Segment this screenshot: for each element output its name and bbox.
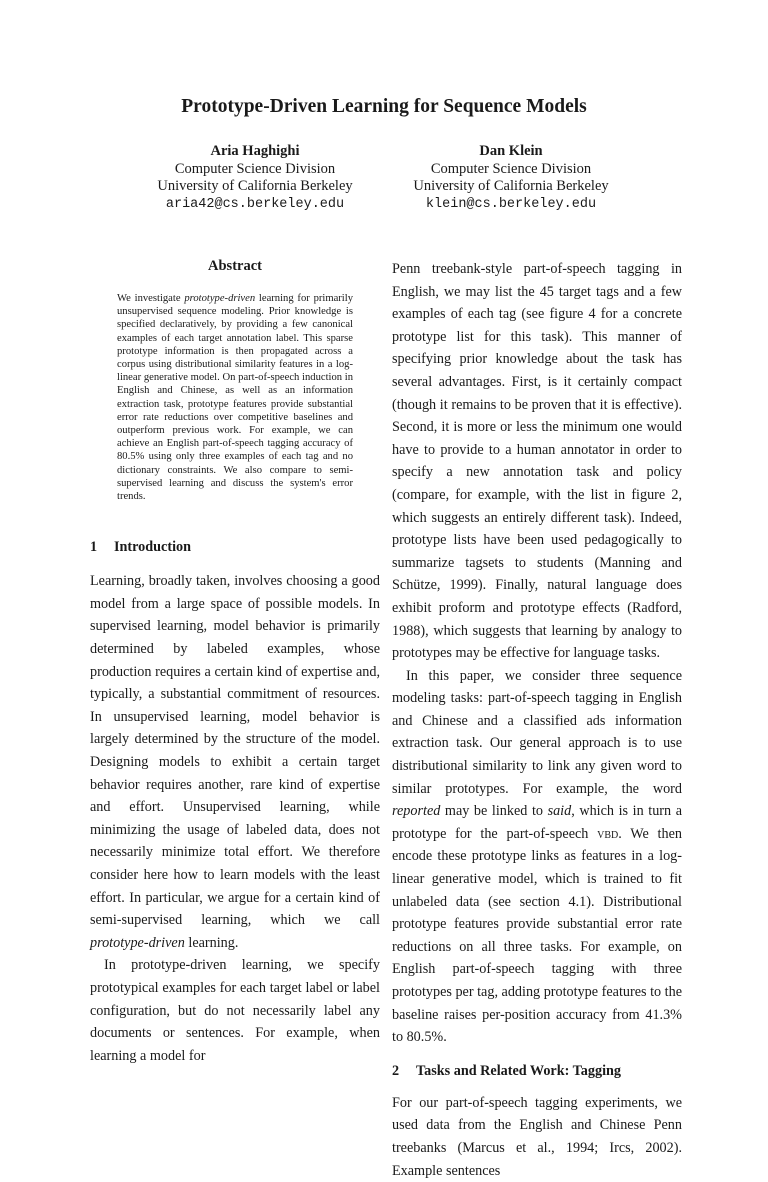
- section-heading-introduction: [90, 539, 380, 556]
- author-department: Computer Science Division: [174, 160, 336, 177]
- paragraph: [90, 570, 380, 954]
- abstract-emphasis: prototype-driven: [184, 293, 256, 304]
- section-title: Introduction: [114, 539, 191, 556]
- section-heading-tasks: [392, 1063, 682, 1080]
- abstract-text: learning for primarily unsupervised sequence modeling. Prior knowledge is specified declaratively, by providing a few canonical examples of each target annotation label. This sparse prototype information is then propagated across a corpus using distributional similarity features in a log-linear generative model. On part-of-speech induction in English and Chinese, as well as an information extraction task, prototype features provide substantial error rate reductions over competitive baselines and outperform previous work. For example, we can achieve an English part-of-speech tagging accuracy of 80.5% using only three examples of each tag and no dictionary constraints. We also compare to semi-supervised learning and discuss the system's error trends.: [117, 293, 353, 503]
- paragraph: In prototype-driven learning, we specify prototypical examples for each target label or label configuration, but do not necessarily label any documents or sentences. For example, when learning a model for: [90, 957, 380, 1064]
- paragraph: For our part-of-speech tagging experiments, we used data from the English and Chinese Penn treebanks (Marcus et al., 1994; Ircs, 2002). Example sentences: [392, 1094, 682, 1179]
- author-block-2: [361, 143, 661, 213]
- paragraph-emphasis: reported: [392, 803, 441, 820]
- author-institution: University of California Berkeley: [157, 178, 353, 194]
- paragraph-text: . We then encode these prototype links as features in a log-linear generative model, which is trained to fit unlabeled data (see section 4.1). Distributional prototype features provide substantial error rate reductions on all three tasks. For example, on English part-of-speech tagging with three prototypes per tag, adding prototype features to the baseline raises per-position accuracy from 41.3% to 80.5%.: [392, 825, 682, 1046]
- tag-name: vbd: [597, 825, 619, 842]
- author-name: Aria Haghighi: [210, 143, 300, 159]
- left-column: [90, 258, 380, 1067]
- author-name: Dan Klein: [479, 143, 543, 159]
- abstract-body: [117, 292, 353, 503]
- paragraph-emphasis: prototype-driven: [90, 934, 185, 951]
- right-column: [392, 258, 682, 1182]
- author-department: Computer Science Division: [430, 160, 592, 177]
- paragraph-text: learning.: [184, 934, 239, 951]
- paragraph: [392, 665, 682, 1049]
- paragraph: Penn treebank-style part-of-speech tagging in English, we may list the 45 target tags and a few examples of each tag (see figure 4 for a concrete prototype list for this task). This manner of specifying prior knowledge about the task has several advantages. First, is it certainly compact (though it remains to be proven that it is effective). Second, it is more or less the minimum one would have to provide to a human annotator in order to specify a new annotation task and policy (compare, for example, with the list in figure 2, which suggests an entirely different task). Indeed, prototype lists have been used pedagogically to summarize tagsets to students (Manning and Schütze, 1999). Finally, natural language does exhibit proform and prototype effects (Radford, 1988), which suggests that learning by analogy to prototypes may be effective for language tasks.: [392, 261, 682, 662]
- author-institution: University of California Berkeley: [413, 178, 609, 194]
- paragraph-emphasis: said: [547, 803, 572, 820]
- abstract-text: We investigate: [117, 293, 185, 304]
- section-number: 1: [90, 539, 98, 556]
- author-email: klein@cs.berkeley.edu: [425, 196, 597, 212]
- paragraph-text: In this paper, we consider three sequence modeling tasks: part-of-speech tagging in English and Chinese and a classified ads information extraction task. Our general approach is to use distributional similarity to link any given word to similar prototypes. For example, the word: [392, 667, 682, 797]
- paragraph-text: Learning, broadly taken, involves choosing a good model from a large space of possible models. In supervised learning, model behavior is primarily determined by labeled examples, whose production requires a certain kind of expertise and, typically, a substantial commitment of resources. In unsupervised learning, model behavior is largely determined by the structure of the model. Designing models to exhibit a certain target behavior requires another, rare kind of expertise and effort. Unsupervised learning, while minimizing the usage of labeled data, does not necessarily minimize total effort. We therefore consider here how to learn models with the least effort. In particular, we argue for a certain kind of semi-supervised learning, which we call: [90, 573, 380, 929]
- paragraph-text: may be linked to: [440, 803, 548, 820]
- abstract-heading: Abstract: [208, 258, 262, 274]
- author-email: aria42@cs.berkeley.edu: [165, 196, 345, 212]
- paper-title: Prototype-Driven Learning for Sequence Models: [181, 96, 587, 117]
- section-number: 2: [392, 1062, 400, 1079]
- author-block-1: [105, 143, 405, 213]
- section-title: Tasks and Related Work: Tagging: [416, 1062, 622, 1079]
- paragraph-text: , which is in turn a prototype for the part-of-speech: [392, 803, 682, 842]
